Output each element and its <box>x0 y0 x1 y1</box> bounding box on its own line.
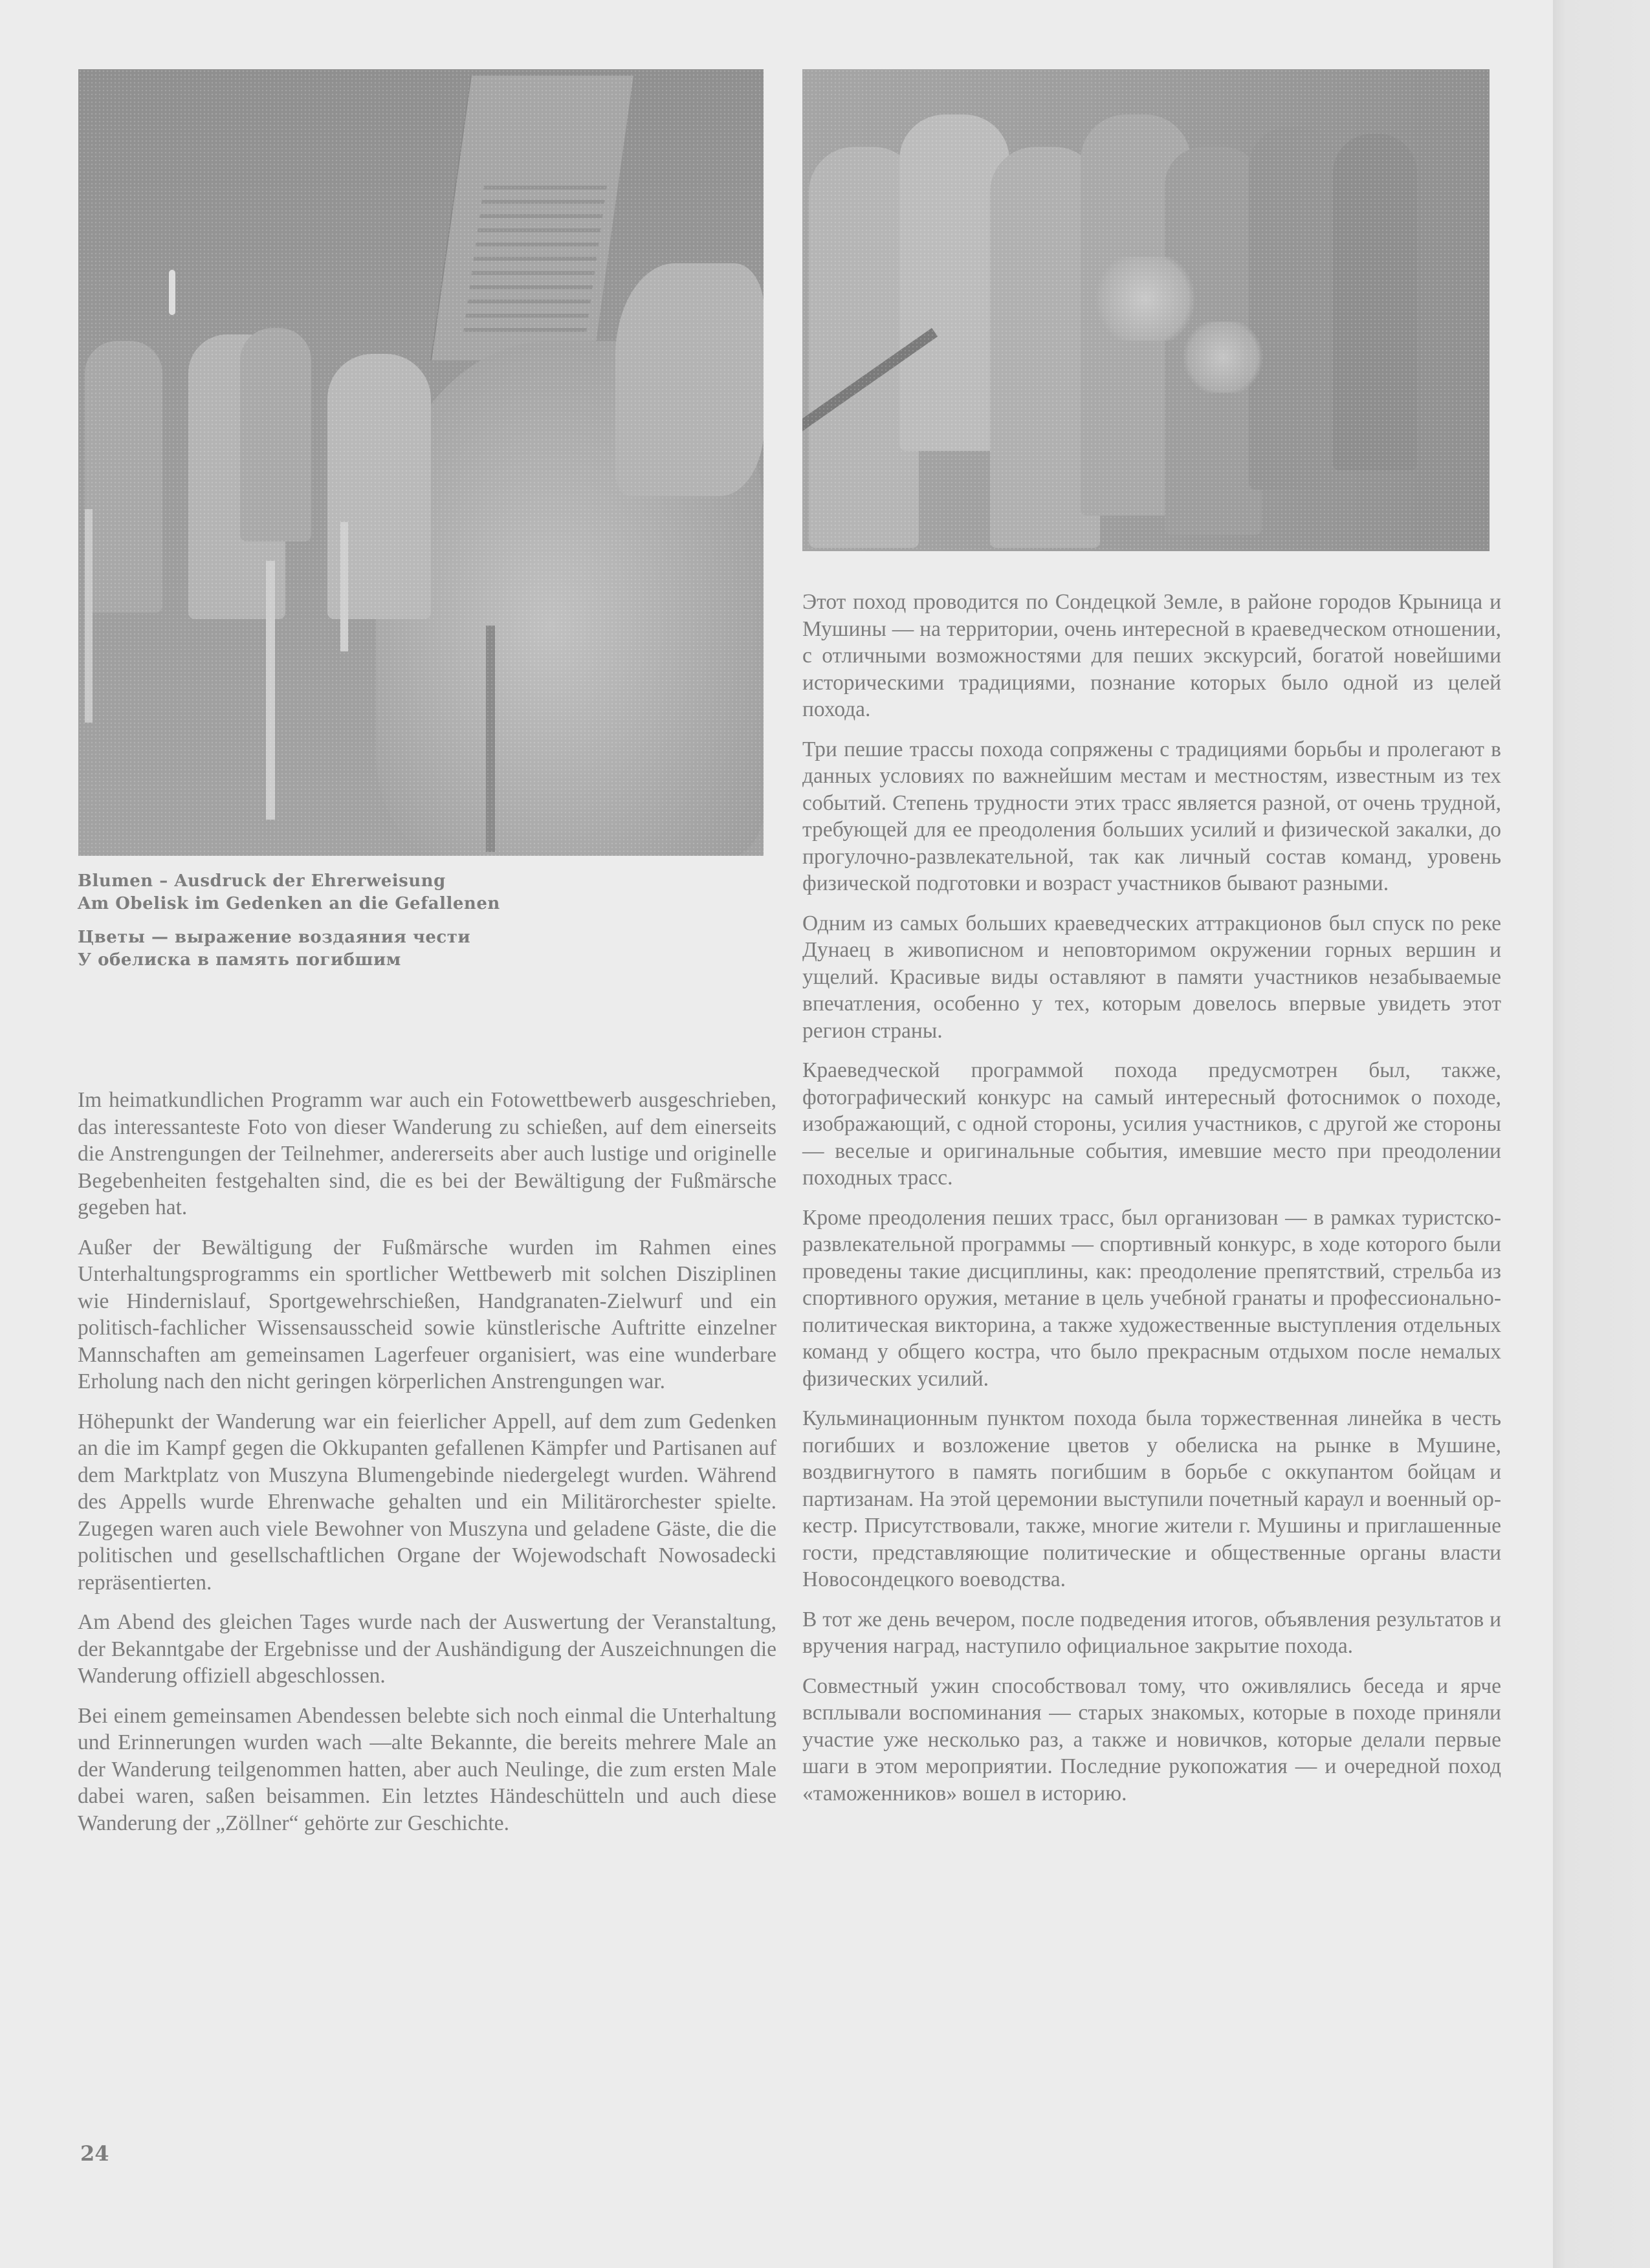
person <box>1081 114 1191 516</box>
paragraph: Кроме преодоления пеших трасс, был организован — в рамках туристско-развлекательной программы — спортивный конкурс, в ходе которого были проведены такие дисциплины, как: преодоление препятствий, стрельба из спортивного оружия, метание в цель учебной гранаты и профессионально-политическая викторина, а также художественные выступления отдельных команд у общего костра, что было прекрасным отдыхом после немалых физических усилий. <box>802 1205 1501 1391</box>
torch <box>85 509 93 723</box>
paragraph: Совместный ужин способствовал тому, что оживлялись беседа и ярче всплывали воспоминания — старых знакомых, которые в походе приняли участие уже несколько раз, а также и новичков, которые делали первые шаги в этом мероприятии. Последние рукопожатия — и очередной поход «таможенников» вошел в историю. <box>802 1674 1501 1805</box>
paragraph: Am Abend des gleichen Tages wurde nach der Auswertung der Veranstaltung, der Bekanntgabe der Ergebnisse und der Aushändigung der Auszeichnungen die Wanderung offiziell abgeschlossen. <box>78 1610 776 1688</box>
caption-line: Blumen – Ausdruck der Ehrerweisung <box>78 871 446 891</box>
torch <box>802 328 938 433</box>
paragraph: Im heimatkundlichen Programm war auch ein Fotowettbewerb ausgeschrieben, das interessanteste Foto von dieser Wanderung zu schießen, auf dem einerseits die Anstrengungen der Teilnehmer, andererseits aber auch lustige und originelle Begebenheiten festgehalten sind, die es bei der Bewältigung der Fußmärsche gegeben hat. <box>78 1088 776 1219</box>
flowers <box>1087 257 1204 341</box>
torch <box>340 522 348 651</box>
caption-line: Цветы — выражение воздаяния чести <box>78 928 471 947</box>
paragraph: Bei einem gemeinsamen Abendessen belebte sich noch einmal die Unterhaltung und Erinnerungen wurden wach —alte Bekannte, die bereits mehrere Male an der Wanderung teilgenommen hatten, aber auch Neulinge, die zum ersten Male dabei waren, saßen beisammen. Ein letztes Händeschütteln und auch diese Wanderung der „Zöllner“ gehörte zur Geschichte. <box>78 1703 776 1835</box>
german-text-column <box>78 1087 776 1849</box>
obelisk-inscription <box>462 186 607 341</box>
paragraph: Краеведческой программой похода предусмотрен был, также, фотографический конкурс на самый интересный фотоснимок о походе, изображающий, с одной стороны, усилия участников, с другой же стороны — веселые и оригинальные события, имевшие место при преодолении походных трасс. <box>802 1058 1501 1190</box>
person <box>1249 127 1339 490</box>
obelisk-slab <box>430 76 633 360</box>
photo-background <box>802 69 1490 551</box>
paragraph: Höhepunkt der Wanderung war ein feierlicher Appell, auf dem zum Gedenken an die im Kampf gegen die Okkupanten gefallenen Kämpfer und Partisanen auf dem Marktplatz von Muszyna Blumengebinde niedergelegt wurden. Während des Appells wurde Ehrenwache gehalten und ein Militärorchester spielte. Zugegen waren auch viele Bewohner von Muszyna und geladene Gäste, die die politischen und gesellschaftlichen Organe der Wojewodschaft Nowosadecki repräsentierten. <box>78 1409 776 1595</box>
person <box>327 354 431 619</box>
person <box>990 147 1100 548</box>
photo-background <box>78 69 764 856</box>
person <box>899 114 1009 451</box>
page-number: 24 <box>80 2141 109 2166</box>
side-rock <box>615 263 764 496</box>
person <box>809 147 919 548</box>
person <box>1165 147 1262 535</box>
rock-base <box>376 341 764 856</box>
russian-text-column <box>802 589 1501 1820</box>
paragraph: Одним из самых больших краеведческих аттракционов был спуск по реке Дунаец в живописном и неповторимом окружении горных вершин и ущелий. Красивые виды оставляют в памяти участников незабываемые впечатления, особенно у тех, которым довелось впервые увидеть этот регион страны. <box>802 911 1501 1043</box>
person <box>1333 134 1417 470</box>
photo-torch-procession <box>802 69 1490 551</box>
page-edge-shadow <box>1553 0 1650 2268</box>
paragraph: Три пешие трассы похода сопряжены с традициями борьбы и пролегают в данных условиях по важнейшим местам и местностям, известным из тех событий. Степень трудности этих трасс является разной, от очень трудной, требующей для ее преодоления больших усилий и физической закалки, до прогулочно-развлекательной, так как личный состав команд, уровень физической подготовки и возраст участников бывают разными. <box>802 737 1501 895</box>
paragraph: Этот поход проводится по Сондецкой Земле, в районе городов Крыница и Мушины — на территории, очень интересной в краеведческом отношении, с отличными возможностями для пеших экскурсий, богатой новейшими историческими традициями, познание которых было одной из целей похода. <box>802 590 1501 721</box>
paragraph: Кульминационным пунктом похода была торжественная линейка в честь погибших и возложение цветов у обелиска на рынке в Мушине, воздвигнутого в память погибшим в борьбе с оккупантом бойцам и партизанам. На этой церемонии выступили почетный караул и военный оркестр. Присутствовали, также, многие жители г. Мушины и приглашенные гости, представляющие политические и общественные органы власти Новосондецкого воеводства. <box>802 1406 1501 1591</box>
paragraph: Außer der Bewältigung der Fußmärsche wurden im Rahmen eines Unterhaltungsprogramms ein sportlicher Wettbewerb mit solchen Disziplinen wie Hindernislauf, Sportgewehrschießen, Handgranaten-Zielwurf und ein politisch-fachlicher Wissensausscheid sowie künstlerische Auftritte einzelner Mannschaften am gemeinsamen Lagerfeuer organisiert, was eine wunderbare Erholung nach den nicht geringen körperlichen Anstrengungen war. <box>78 1235 776 1393</box>
flowers <box>1178 322 1268 393</box>
person <box>188 334 285 619</box>
caption-line: У обелиска в память погибшим <box>78 950 401 970</box>
photo-obelisk-torches <box>78 69 764 856</box>
caption-line: Am Obelisk im Gedenken an die Gefallenen <box>78 894 500 913</box>
person <box>85 341 162 613</box>
person <box>240 328 311 541</box>
photo-caption-german <box>78 870 764 915</box>
photo-caption-russian <box>78 926 764 972</box>
torch <box>169 270 175 315</box>
torch <box>486 626 495 852</box>
torch <box>266 561 275 820</box>
paragraph: В тот же день вечером, после подведения итогов, объявления результатов и вручения наград, наступило официальное закрытие похода. <box>802 1607 1501 1658</box>
